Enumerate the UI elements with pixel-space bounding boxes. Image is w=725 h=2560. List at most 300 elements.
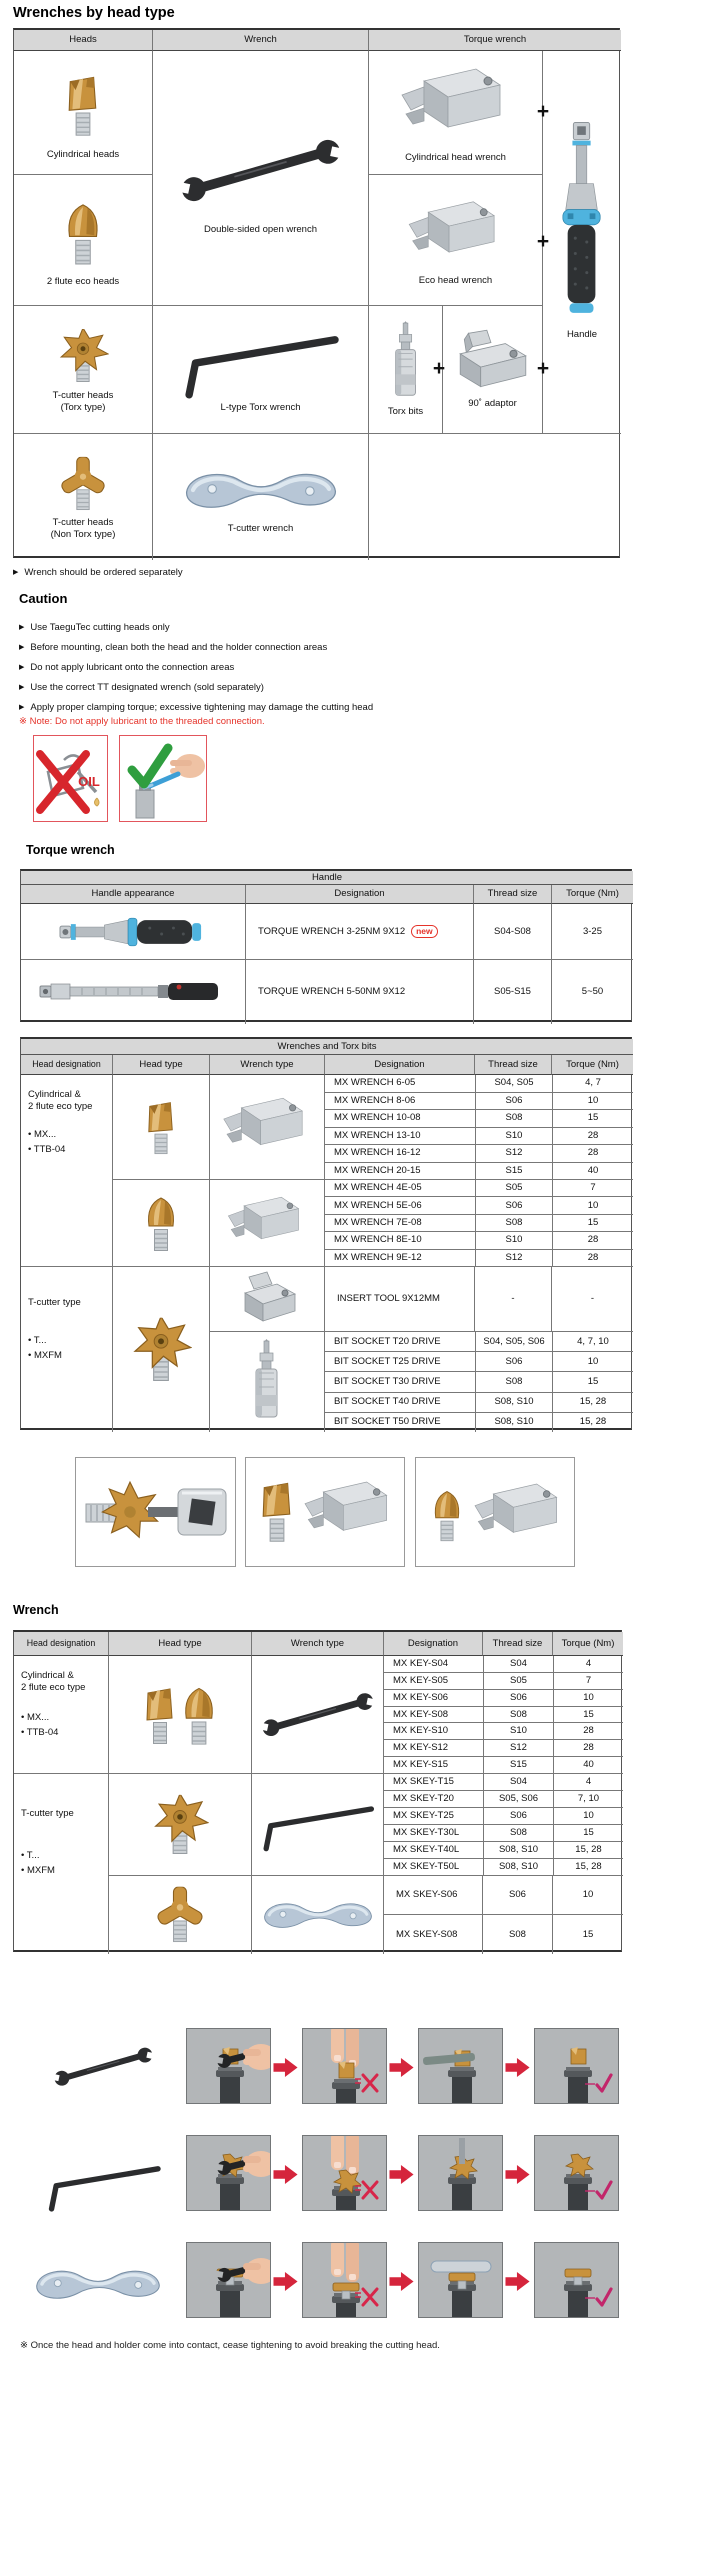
data-rows-group xyxy=(325,1180,633,1267)
cell-label: 2 flute eco heads xyxy=(46,275,120,287)
cell-cylindrical-heads xyxy=(14,51,153,175)
column-header-wrench: Wrench xyxy=(153,30,369,51)
handle-appearance-cell xyxy=(21,960,246,1024)
eco-head-wrench-icon xyxy=(404,194,508,272)
step-photo xyxy=(302,2028,387,2104)
table-row xyxy=(384,1790,623,1807)
open-wrench-tool-image xyxy=(36,2036,171,2103)
step-photo xyxy=(302,2242,387,2318)
thread-size-cell: S04 xyxy=(483,1656,553,1672)
torque-cell: 3-25 xyxy=(552,904,633,960)
designation-cell: MX SKEY-S06 xyxy=(384,1876,483,1915)
assembly-photo-tcutter xyxy=(75,1457,236,1567)
eco-assembly-icon xyxy=(418,1462,572,1562)
designation-cell xyxy=(246,960,474,1024)
svg-text:OIL: OIL xyxy=(78,774,100,789)
table-row xyxy=(384,1824,623,1841)
tcutter-nontorx-head-icon xyxy=(155,1885,205,1945)
cell-label: Double-sided open wrench xyxy=(203,223,318,235)
torque-cell: 4 xyxy=(553,1774,623,1790)
table-row xyxy=(384,1756,623,1773)
thread-size-cell: S10 xyxy=(475,1232,552,1248)
torque-cell: 28 xyxy=(553,1723,623,1739)
torx-bit-icon xyxy=(387,321,425,403)
wrench-type-cell xyxy=(210,1075,325,1180)
head-type-cell xyxy=(113,1180,210,1267)
step-photo xyxy=(186,2135,271,2211)
head-type-cell xyxy=(109,1774,252,1876)
designation-cell: MX SKEY-T15 xyxy=(393,1776,454,1788)
thread-size-cell: S06 xyxy=(483,1808,553,1824)
thread-size-cell: S12 xyxy=(483,1740,553,1756)
torque-cell: 7 xyxy=(552,1180,633,1196)
thread-size-cell: S08, S10 xyxy=(475,1393,552,1412)
torque-cell: 5~50 xyxy=(581,986,604,998)
torque-cell: 28 xyxy=(552,1232,633,1248)
wrench-section-title: Wrench xyxy=(13,1603,59,1617)
cell-label: (Non Torx type) xyxy=(50,528,116,540)
designation-cell: MX WRENCH 8-06 xyxy=(334,1094,416,1106)
thread-size-cell: S08 xyxy=(483,1707,553,1723)
wrench-type-cell xyxy=(252,1656,384,1774)
column-header: Head designation xyxy=(21,1055,113,1075)
torque-cell: 15, 28 xyxy=(553,1842,623,1858)
torque-cell: 10 xyxy=(552,1352,633,1371)
tcutter-wrench-icon xyxy=(257,1893,379,1937)
thread-size-cell: - xyxy=(475,1267,552,1332)
handle-table-title: Handle xyxy=(21,871,633,885)
thread-size-cell: S12 xyxy=(475,1145,552,1162)
cell-label: Torx bits xyxy=(387,406,424,418)
torque-cell: 10 xyxy=(552,1197,633,1213)
step-photo xyxy=(186,2242,271,2318)
column-header: Torque (Nm) xyxy=(553,1632,623,1656)
tcutter-assembly-icon xyxy=(78,1462,233,1562)
torque-handle-icon xyxy=(560,121,604,321)
step-photo xyxy=(534,2242,619,2318)
handle-appearance-cell xyxy=(21,904,246,960)
cell-label: L-type Torx wrench xyxy=(220,402,301,414)
wrenches-torx-bits-table xyxy=(20,1037,632,1430)
caution-list xyxy=(19,618,373,718)
thread-size-cell: S10 xyxy=(483,1723,553,1739)
head-type-cell xyxy=(113,1267,210,1432)
page-title: Wrenches by head type xyxy=(13,5,175,21)
designation-bullet: • MXFM xyxy=(21,1864,55,1876)
designation-bullet: • TTB-04 xyxy=(28,1143,66,1155)
thread-size-cell: S15 xyxy=(475,1163,552,1180)
thread-size-cell: S08 xyxy=(483,1825,553,1841)
wrench-type-cell xyxy=(210,1267,325,1332)
designation-cell: BIT SOCKET T40 DRIVE xyxy=(334,1396,441,1408)
red-arrow-icon xyxy=(505,2057,531,2078)
table-row xyxy=(325,1109,633,1127)
designation-cell: MX KEY-S08 xyxy=(393,1708,449,1720)
table-row xyxy=(384,1722,623,1739)
tcutter-torx-head-icon xyxy=(151,1794,209,1856)
tcutter-nontorx-head-icon xyxy=(59,454,107,514)
assembly-note: ※ Once the head and holder come into contact, cease tightening to avoid breaking the cutting head. xyxy=(20,2340,440,2351)
cell-tcutter-nontorx-heads xyxy=(14,434,153,560)
step-photo xyxy=(418,2242,503,2318)
designation-bullet: • MXFM xyxy=(28,1349,62,1361)
step-photo xyxy=(418,2028,503,2104)
head-designation-cell xyxy=(21,1267,113,1432)
wrench-type-cell xyxy=(252,1774,384,1876)
designation-bullet: • MX... xyxy=(21,1711,50,1723)
data-rows-group xyxy=(325,1075,633,1180)
designation-cell xyxy=(246,904,474,960)
cell-eco-head-wrench xyxy=(369,175,543,306)
designation-cell: BIT SOCKET T25 DRIVE xyxy=(334,1355,441,1367)
new-badge: new xyxy=(411,925,438,938)
column-header: Thread size xyxy=(483,1632,553,1656)
table-row xyxy=(325,1092,633,1110)
torque-cell: 4, 7 xyxy=(552,1075,633,1092)
eco-head-icon xyxy=(65,193,101,273)
table-row xyxy=(384,1807,623,1824)
torque-cell: 28 xyxy=(552,1128,633,1145)
column-header-heads: Heads xyxy=(14,30,153,51)
mx-wrench-icon xyxy=(219,1091,315,1163)
thread-size-cell: S06 xyxy=(483,1690,553,1706)
head-designation-cell xyxy=(14,1656,109,1774)
no-oil-figure xyxy=(33,735,108,822)
thread-size-cell: S15 xyxy=(483,1757,553,1773)
thread-size-cell: S06 xyxy=(475,1093,552,1110)
thread-size-cell: S06 xyxy=(483,1876,553,1915)
tcutter-tool-image xyxy=(28,2258,168,2315)
thread-size-cell: S10 xyxy=(475,1128,552,1145)
designation-cell: MX WRENCH 6-05 xyxy=(334,1077,416,1089)
designation-cell: MX SKEY-T40L xyxy=(393,1844,460,1856)
cylindrical-head-icon xyxy=(144,1677,176,1753)
head-type-table xyxy=(13,28,620,558)
torque-cell: 10 xyxy=(552,1093,633,1110)
thread-size-cell: S08 xyxy=(475,1215,552,1231)
table-row xyxy=(325,1075,633,1092)
torque-wrench-title: Torque wrench xyxy=(26,843,115,857)
data-rows-group xyxy=(325,1332,633,1432)
thread-size-cell: S06 xyxy=(475,1352,552,1371)
red-arrow-icon xyxy=(389,2057,415,2078)
table-row xyxy=(384,1689,623,1706)
cell-label: (Torx type) xyxy=(60,402,106,413)
thread-size-cell: S08, S10 xyxy=(483,1859,553,1875)
caution-item: ▶ Use TaeguTec cutting heads only xyxy=(19,618,373,638)
cell-label: T-cutter heads xyxy=(52,390,114,402)
designation-bullet: • T... xyxy=(21,1849,40,1861)
step-photo xyxy=(302,2135,387,2211)
cylindrical-head-icon xyxy=(146,1091,176,1163)
torque-cell: 15 xyxy=(552,1215,633,1231)
cell-label: Cylindrical heads xyxy=(46,149,120,161)
designation-bullet: • T... xyxy=(28,1334,47,1346)
red-arrow-icon xyxy=(505,2271,531,2292)
red-arrow-icon xyxy=(389,2271,415,2292)
step-photo xyxy=(418,2135,503,2211)
designation-text: TORQUE WRENCH 5-50NM 9X12 xyxy=(258,986,406,998)
table-row xyxy=(325,1412,633,1432)
caution-item: ▶ Use the correct TT designated wrench (sold separately) xyxy=(19,678,373,698)
table-row xyxy=(384,1774,623,1790)
torque-cell: 7 xyxy=(553,1673,623,1689)
eco-wrench-icon xyxy=(224,1191,310,1255)
torque-cell: 7, 10 xyxy=(553,1791,623,1807)
caution-item: ▶ Before mounting, clean both the head and the holder connection areas xyxy=(19,638,373,658)
thread-size-cell: S06 xyxy=(475,1197,552,1213)
designation-line: 2 flute eco type xyxy=(28,1100,93,1112)
designation-line: T-cutter type xyxy=(28,1297,81,1308)
designation-cell: MX WRENCH 10-08 xyxy=(334,1112,421,1124)
step-photo xyxy=(534,2028,619,2104)
designation-cell: INSERT TOOL 9X12MM xyxy=(325,1267,475,1332)
head-designation-cell xyxy=(21,1075,113,1267)
torque-cell: 40 xyxy=(552,1163,633,1180)
thread-size-cell: S05, S06 xyxy=(483,1791,553,1807)
designation-line: T-cutter type xyxy=(21,1808,74,1819)
clean-ok-icon xyxy=(120,736,205,820)
designation-cell: MX KEY-S05 xyxy=(393,1674,449,1686)
thread-size-cell: S08, S10 xyxy=(483,1842,553,1858)
designation-cell: MX WRENCH 5E-06 xyxy=(334,1199,422,1211)
l-torx-wrench-icon xyxy=(257,1797,379,1853)
open-wrench-icon xyxy=(171,121,351,221)
red-arrow-icon xyxy=(273,2271,299,2292)
insert-tool-icon xyxy=(231,1269,303,1329)
designation-cell: MX KEY-S15 xyxy=(393,1759,449,1771)
thread-size-cell: S08, S10 xyxy=(475,1413,552,1432)
table-row xyxy=(384,1706,623,1723)
plus-sign: + xyxy=(536,230,550,253)
table-row xyxy=(384,1841,623,1858)
designation-cell: MX WRENCH 8E-10 xyxy=(334,1234,422,1246)
red-arrow-icon xyxy=(273,2164,299,2185)
designation-line: Cylindrical & xyxy=(28,1089,81,1100)
designation-cell: MX WRENCH 20-15 xyxy=(334,1164,421,1176)
caution-item: ▶ Apply proper clamping torque; excessive tightening may damage the cutting head xyxy=(19,698,373,718)
tcutter-torx-head-icon xyxy=(57,325,109,387)
designation-bullet: • TTB-04 xyxy=(21,1726,59,1738)
thread-size-cell: S08 xyxy=(483,1915,553,1954)
cell-90-adaptor xyxy=(443,306,543,434)
column-header: Head type xyxy=(109,1632,252,1656)
column-header: Designation xyxy=(246,885,474,904)
designation-line: 2 flute eco type xyxy=(21,1681,86,1693)
wrench-table xyxy=(13,1630,622,1952)
designation-cell: BIT SOCKET T20 DRIVE xyxy=(334,1335,441,1347)
cell-open-wrench xyxy=(153,51,369,306)
torque-cell: 28 xyxy=(552,1145,633,1162)
eco-head-icon xyxy=(145,1189,177,1257)
torque-cell: 15, 28 xyxy=(552,1393,633,1412)
column-header: Torque (Nm) xyxy=(552,1055,633,1075)
thread-size-cell: S05 xyxy=(483,1673,553,1689)
head-type-cell xyxy=(113,1075,210,1180)
torque-cell: 15 xyxy=(553,1825,623,1841)
wrench-type-cell xyxy=(210,1180,325,1267)
order-note: ▶ Wrench should be ordered separately xyxy=(13,563,183,583)
cell-label: Cylindrical head wrench xyxy=(405,152,506,164)
step-photo xyxy=(534,2135,619,2211)
column-header: Wrench type xyxy=(252,1632,384,1656)
data-rows-group xyxy=(384,1774,623,1876)
l-torx-tool-image xyxy=(40,2158,168,2217)
table-row xyxy=(325,1162,633,1180)
torque-cell: 10 xyxy=(553,1876,623,1915)
table-row xyxy=(325,1371,633,1391)
no-oil-icon xyxy=(34,736,106,820)
thread-size-cell: S04, S05, S06 xyxy=(475,1332,552,1351)
cell-label: 90˚ adaptor xyxy=(468,398,517,410)
column-header: Head type xyxy=(113,1055,210,1075)
designation-cell: MX SKEY-T30L xyxy=(393,1827,460,1839)
column-header: Torque (Nm) xyxy=(552,885,633,904)
cell-eco-heads xyxy=(14,175,153,306)
plus-sign: + xyxy=(536,357,550,380)
designation-bullet: • MX... xyxy=(28,1128,57,1140)
table-row xyxy=(384,1672,623,1689)
table-row xyxy=(325,1249,633,1266)
designation-cell: MX SKEY-T50L xyxy=(393,1861,460,1873)
designation-cell: MX KEY-S06 xyxy=(393,1691,449,1703)
90-degree-adaptor-icon xyxy=(452,329,534,395)
thread-size-cell: S08 xyxy=(475,1110,552,1127)
torx-bit-socket-icon xyxy=(247,1338,287,1426)
torque-cell: 15 xyxy=(553,1707,623,1723)
red-arrow-icon xyxy=(389,2164,415,2185)
cell-ltorx-wrench xyxy=(153,306,369,434)
assembly-photo-eco xyxy=(415,1457,575,1567)
cylindrical-head-icon xyxy=(66,64,100,146)
column-header: Thread size xyxy=(474,885,552,904)
table-title: Wrenches and Torx bits xyxy=(21,1039,633,1055)
cell-tcutter-torx-heads xyxy=(14,306,153,434)
table-row xyxy=(384,1858,623,1875)
caution-item: ▶ Do not apply lubricant onto the connection areas xyxy=(19,658,373,678)
designation-cell: MX WRENCH 13-10 xyxy=(334,1129,421,1141)
table-row xyxy=(325,1127,633,1145)
table-row xyxy=(325,1214,633,1231)
torque-cell: 4, 7, 10 xyxy=(552,1332,633,1351)
cell-label: Eco head wrench xyxy=(418,274,493,286)
column-header: Designation xyxy=(325,1055,475,1075)
designation-cell: MX SKEY-T20 xyxy=(393,1793,454,1805)
eco-head-icon xyxy=(182,1679,216,1751)
designation-cell: BIT SOCKET T50 DRIVE xyxy=(334,1416,441,1428)
cell-label: T-cutter heads xyxy=(52,516,114,528)
table-row xyxy=(325,1332,633,1351)
designation-cell: MX KEY-S04 xyxy=(393,1657,449,1669)
thread-size-cell: S05 xyxy=(475,1180,552,1196)
designation-cell: MX KEY-S12 xyxy=(393,1742,449,1754)
table-row xyxy=(384,1739,623,1756)
torque-cell: 40 xyxy=(553,1757,623,1773)
head-designation-cell xyxy=(14,1774,109,1954)
thread-size-cell: S12 xyxy=(475,1250,552,1266)
data-rows-group xyxy=(384,1656,623,1774)
red-arrow-icon xyxy=(273,2057,299,2078)
torque-cell: 10 xyxy=(553,1808,623,1824)
designation-cell: MX KEY-S10 xyxy=(393,1725,449,1737)
designation-cell: BIT SOCKET T30 DRIVE xyxy=(334,1376,441,1388)
torque-cell: 15, 28 xyxy=(552,1413,633,1432)
plus-sign: + xyxy=(536,100,550,123)
column-header: Handle appearance xyxy=(21,885,246,904)
table-row xyxy=(325,1196,633,1213)
thread-size-cell: S04 xyxy=(483,1774,553,1790)
torque-cell: 15 xyxy=(552,1372,633,1391)
red-arrow-icon xyxy=(505,2164,531,2185)
designation-text: TORQUE WRENCH 3-25NM 9X12 xyxy=(258,925,406,937)
column-header-torque-wrench: Torque wrench xyxy=(369,30,621,51)
torque-cell: 28 xyxy=(552,1250,633,1266)
tcutter-wrench-icon xyxy=(176,460,346,520)
l-torx-wrench-icon xyxy=(176,325,346,399)
table-row xyxy=(325,1180,633,1196)
torque-cell: 28 xyxy=(553,1740,623,1756)
cylindrical-assembly-icon xyxy=(248,1462,402,1562)
column-header: Head designation xyxy=(14,1632,109,1656)
torque-cell: - xyxy=(552,1267,633,1332)
cell-label: Handle xyxy=(566,329,598,340)
designation-cell: MX WRENCH 7E-08 xyxy=(334,1217,422,1229)
designation-cell: MX WRENCH 16-12 xyxy=(334,1147,421,1159)
thread-size-cell: S05-S15 xyxy=(474,960,552,1024)
table-row xyxy=(325,1144,633,1162)
cell-tcutter-wrench xyxy=(153,434,369,560)
table-row xyxy=(325,1351,633,1371)
head-type-cell xyxy=(109,1876,252,1954)
designation-cell: MX SKEY-S08 xyxy=(384,1915,483,1954)
torque-wrench-3-25-icon xyxy=(59,916,207,948)
column-header: Thread size xyxy=(475,1055,552,1075)
head-type-cell xyxy=(109,1656,252,1774)
handle-table xyxy=(20,869,632,1022)
cell-label: T-cutter wrench xyxy=(227,522,294,534)
torque-wrench-5-50-icon xyxy=(38,978,228,1006)
wrench-type-cell xyxy=(252,1876,384,1954)
designation-line: Cylindrical & xyxy=(21,1670,74,1681)
cylindrical-head-wrench-icon xyxy=(396,61,516,149)
table-row xyxy=(325,1392,633,1412)
thread-size-cell: S08 xyxy=(475,1372,552,1391)
torque-cell: 15 xyxy=(552,1110,633,1127)
thread-size-cell: S04, S05 xyxy=(475,1075,552,1092)
step-photo xyxy=(186,2028,271,2104)
clean-ok-figure xyxy=(119,735,207,822)
column-header: Wrench type xyxy=(210,1055,325,1075)
cell-handle xyxy=(543,51,621,434)
designation-cell: MX WRENCH 9E-12 xyxy=(334,1251,422,1263)
designation-cell: MX SKEY-T25 xyxy=(393,1810,454,1822)
thread-size-cell: S04-S08 xyxy=(474,904,552,960)
cell-empty xyxy=(369,434,621,560)
tcutter-torx-head-icon xyxy=(130,1317,192,1383)
caution-red-note: ※ Note: Do not apply lubricant to the threaded connection. xyxy=(19,716,265,727)
torque-cell: 4 xyxy=(553,1656,623,1672)
torque-cell: 15, 28 xyxy=(553,1859,623,1875)
torque-cell: 10 xyxy=(553,1690,623,1706)
torque-cell: 15 xyxy=(582,1928,594,1940)
plus-sign: + xyxy=(432,357,446,380)
designation-cell: MX WRENCH 4E-05 xyxy=(334,1182,422,1194)
wrench-type-cell xyxy=(210,1332,325,1432)
column-header: Designation xyxy=(384,1632,483,1656)
table-row xyxy=(325,1231,633,1248)
open-wrench-icon xyxy=(255,1680,381,1750)
table-row xyxy=(384,1656,623,1672)
